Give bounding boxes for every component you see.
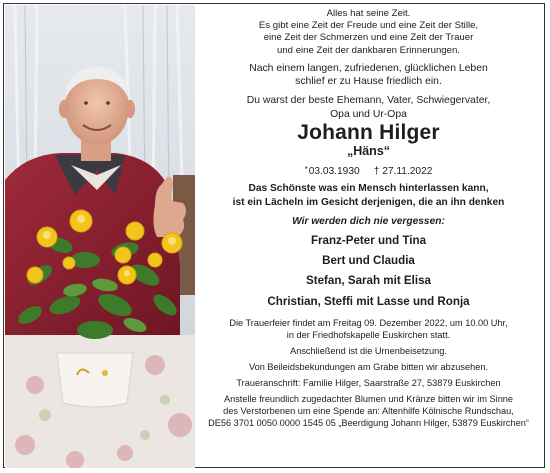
family-list — [200, 231, 537, 312]
note-line: Traueranschrift: Familie Hilger, Saarstraße 27, 53879 Euskirchen — [236, 377, 501, 388]
death-cross-icon: † — [373, 166, 380, 178]
tribute-line: Du warst der beste Ehemann, Vater, Schwiegervater, — [246, 95, 491, 106]
note-line: Anschließend ist die Urnenbeisetzung. — [290, 345, 447, 356]
family-member: Stefan, Sarah mit Elisa — [305, 274, 431, 288]
never-forget-heading: Wir werden dich nie vergessen: — [292, 216, 445, 227]
note-line: Die Trauerfeier findet am Freitag 09. Dezember 2022, um 10.00 Uhr, — [229, 317, 508, 328]
tribute-statement — [200, 94, 537, 121]
quote-line: und eine Zeit der dankbaren Erinnerungen. — [277, 44, 460, 56]
burial-note — [200, 345, 537, 357]
birth-star-icon: * — [304, 165, 308, 175]
quote-line: Es gibt eine Zeit der Freude und eine Zeit der Stille, — [258, 20, 479, 32]
memory-quote — [200, 182, 537, 209]
passing-line: Nach einem langen, zufriedenen, glücklichen Leben — [249, 62, 488, 74]
note-line: Anstelle freundlich zugedachter Blumen und Kränze bitten wir im Sinne — [223, 393, 514, 404]
passing-statement — [200, 62, 537, 89]
note-line: in der Friedhofskapelle Euskirchen statt. — [286, 329, 451, 340]
funeral-notes — [200, 317, 537, 429]
life-dates — [200, 163, 537, 178]
note-line: DE56 3701 0050 0000 1545 05 „Beerdigung Johann Hilger, 53879 Euskirchen“ — [208, 417, 529, 428]
portrait-photo — [5, 5, 195, 468]
family-member: Franz-Peter und Tina — [310, 234, 427, 247]
note-line: des Verstorbenen um eine Spende an: Altenhilfe Kölnische Rundschau, — [223, 405, 514, 416]
donation-note — [200, 393, 537, 429]
family-member: Christian, Steffi mit Lasse und Ronja — [267, 294, 470, 308]
condolence-note — [200, 361, 537, 373]
quote-line: Alles hat seine Zeit. — [326, 8, 411, 19]
ceremony-note — [200, 317, 537, 341]
deceased-name: Johann Hilger — [297, 121, 440, 145]
opening-quote — [200, 8, 537, 57]
tribute-line: Opa und Ur-Opa — [330, 108, 407, 120]
family-member: Bert und Claudia — [322, 254, 415, 268]
birth-date: 03.03.1930 — [308, 166, 360, 178]
memory-line: ist ein Lächeln im Gesicht derjenigen, die an ihn denken — [232, 196, 505, 208]
deceased-nickname: „Häns“ — [346, 144, 391, 159]
memory-line: Das Schönste was ein Mensch hinterlassen kann, — [248, 183, 489, 195]
passing-line: schlief er zu Hause friedlich ein. — [295, 76, 442, 88]
obituary-text — [200, 8, 537, 433]
death-date: 27.11.2022 — [382, 166, 433, 178]
address-note — [200, 377, 537, 389]
quote-line: eine Zeit der Schmerzen und eine Zeit der Trauer — [263, 32, 474, 44]
note-line: Von Beileidsbekundungen am Grabe bitten wir abzusehen. — [248, 361, 489, 372]
